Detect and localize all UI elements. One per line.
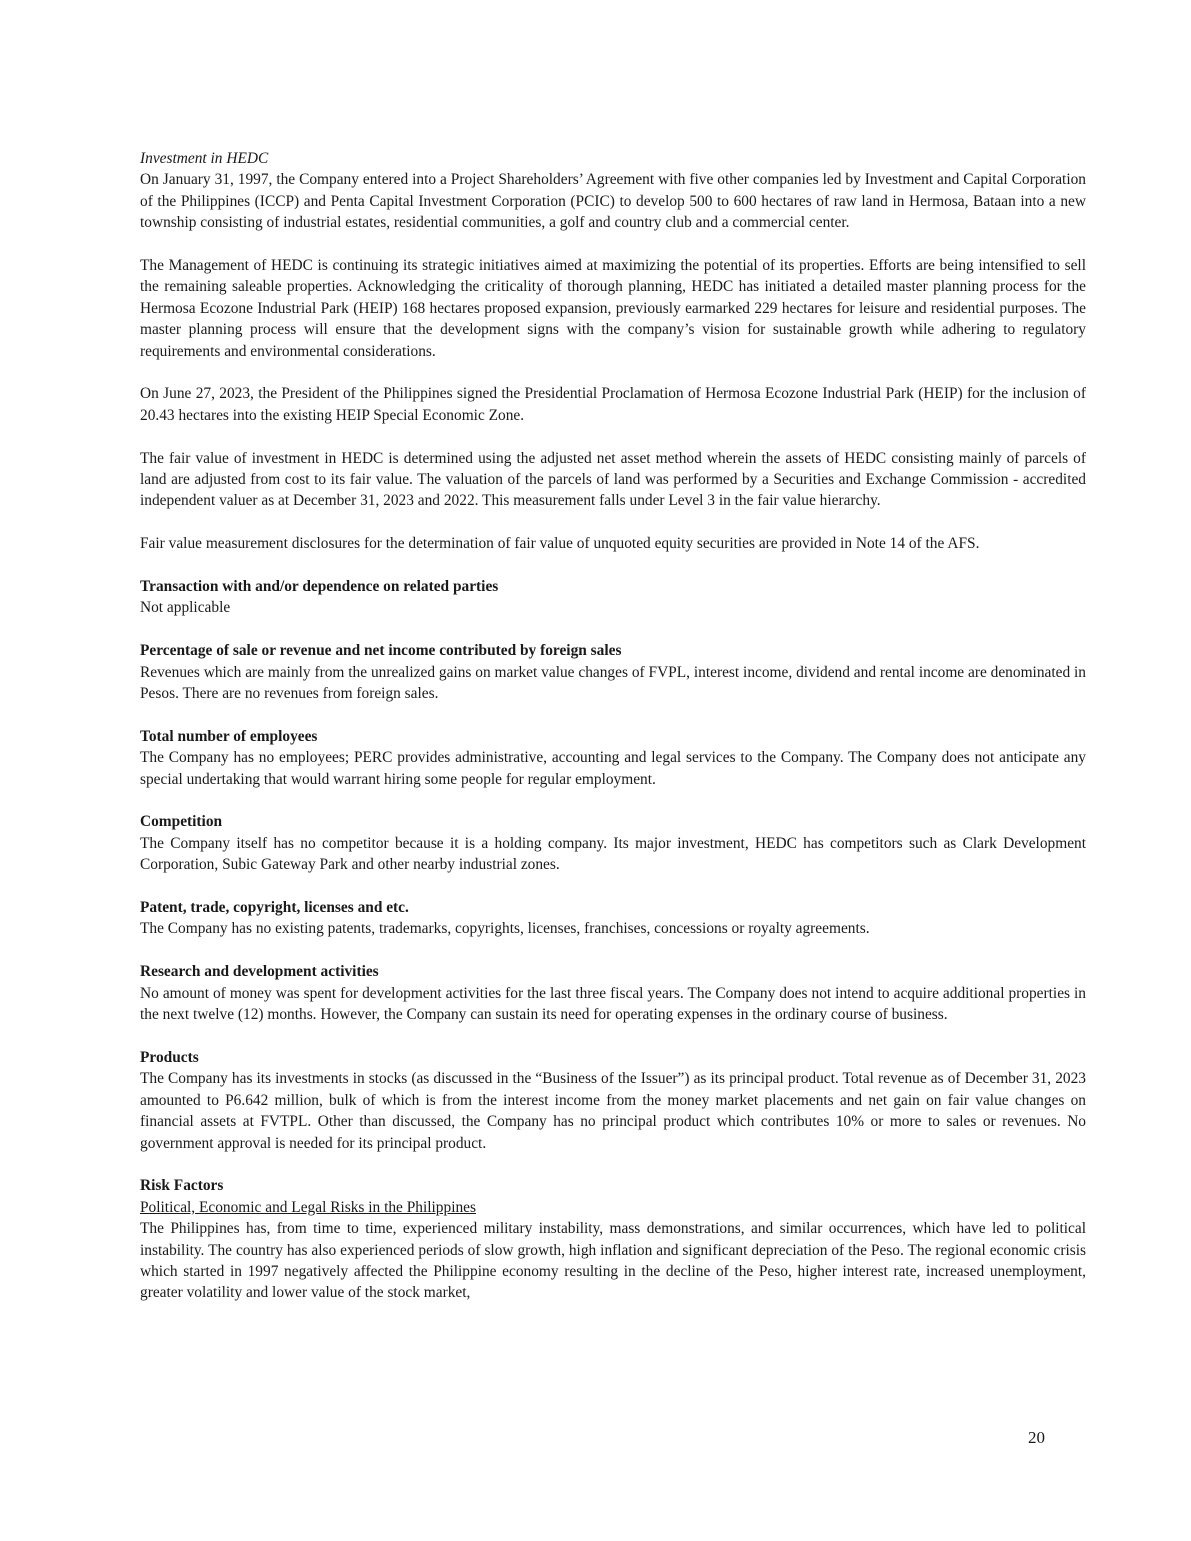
investment-paragraph-5: Fair value measurement disclosures for the determination of fair value of unquoted equity securities are provided in Note 14 of the AFS. [140,535,980,553]
investment-paragraph-1: On January 31, 1997, the Company entered into a Project Shareholders’ Agreement with five other companies led by Investment and Capital Corporation of the Philippines (ICCP) and Penta Capital Investment Corporation (PCIC) to develop 500 to 600 hectares of raw land in Hermosa, Bataan into a new township consisting of industrial estates, residential communities, a golf and country club and a commercial center. [140,171,1086,232]
products-section [140,1047,1086,1154]
related-parties-section [140,576,1086,619]
page-number: 20 [1028,1428,1045,1447]
investment-paragraph-4: The fair value of investment in HEDC is determined using the adjusted net asset method wherein the assets of HEDC consisting mainly of parcels of land are adjusted from cost to its fair value. The valuation of the parcels of land was performed by a Securities and Exchange Commission - accredited independent valuer as at December 31, 2023 and 2022. This measurement falls under Level 3 in the fair value hierarchy. [140,449,1086,510]
employees-section [140,726,1086,790]
competition-section [140,811,1086,875]
patents-section [140,897,1086,940]
investment-paragraph-2-block [140,255,1086,362]
investment-paragraph-3-block [140,383,1086,426]
research-section [140,961,1086,1025]
risk-subheading: Political, Economic and Legal Risks in the Philippines [140,1198,476,1216]
risk-text: The Philippines has, from time to time, experienced military instability, mass demonstrations, and similar occurrences, which have led to political instability. The country has also experienced periods of slow growth, high inflation and significant depreciation of the Peso. The regional economic crisis which started in 1997 negatively affected the Philippine economy resulting in the decline of the Peso, higher interest rate, increased unemployment, greater volatility and lower value of the stock market, [140,1220,1086,1302]
foreign-sales-section [140,640,1086,704]
investment-section [140,148,1086,234]
investment-paragraph-2: The Management of HEDC is continuing its strategic initiatives aimed at maximizing the potential of its properties. Efforts are being intensified to sell the remaining saleable properties. Acknowledging the criticality of thorough planning, HEDC has initiated a detailed master planning process for the Hermosa Ecozone Industrial Park (HEIP) 168 hectares proposed expansion, previously earmarked 229 hectares for leisure and residential purposes. The master planning process will ensure that the development signs with the company’s vision for sustainable growth while adhering to regulatory requirements and environmental considerations. [140,257,1086,360]
investment-paragraph-5-block [140,533,1086,554]
related-parties-heading: Transaction with and/or dependence on related parties [140,578,499,596]
risk-section [140,1175,1086,1303]
foreign-sales-text: Revenues which are mainly from the unrealized gains on market value changes of FVPL, interest income, dividend and rental income are denominated in Pesos. There are no revenues from foreign sales. [140,663,1086,703]
employees-heading: Total number of employees [140,727,318,745]
products-text: The Company has its investments in stocks (as discussed in the “Business of the Issuer”) as its principal product. Total revenue as of December 31, 2023 amounted to P6.642 million, bulk of which is from the interest income from the money market placements and net gain on fair value changes on financial assets at FVTPL. Other than discussed, the Company has no principal product which contributes 10% or more to sales or revenues. No government approval is needed for its principal product. [140,1070,1086,1152]
foreign-sales-heading: Percentage of sale or revenue and net income contributed by foreign sales [140,642,622,660]
investment-paragraph-4-block [140,448,1086,512]
related-parties-text: Not applicable [140,599,231,617]
employees-text: The Company has no employees; PERC provides administrative, accounting and legal services to the Company. The Company does not anticipate any special undertaking that would warrant hiring some people for regular employment. [140,749,1086,788]
patents-heading: Patent, trade, copyright, licenses and etc. [140,899,409,917]
competition-heading: Competition [140,813,223,831]
products-heading: Products [140,1048,199,1066]
research-heading: Research and development activities [140,963,379,981]
document-page [140,148,1086,1325]
patents-text: The Company has no existing patents, trademarks, copyrights, licenses, franchises, concessions or royalty agreements. [140,920,870,938]
competition-text: The Company itself has no competitor because it is a holding company. Its major investment, HEDC has competitors such as Clark Development Corporation, Subic Gateway Park and other nearby industrial zones. [140,834,1086,874]
research-text: No amount of money was spent for development activities for the last three fiscal years. The Company does not intend to acquire additional properties in the next twelve (12) months. However, the Company can sustain its need for operating expenses in the ordinary course of business. [140,984,1086,1024]
investment-heading: Investment in HEDC [140,150,269,167]
investment-paragraph-3: On June 27, 2023, the President of the Philippines signed the Presidential Proclamation of Hermosa Ecozone Industrial Park (HEIP) for the inclusion of 20.43 hectares into the existing HEIP Special Economic Zone. [140,385,1086,424]
risk-heading: Risk Factors [140,1177,224,1195]
